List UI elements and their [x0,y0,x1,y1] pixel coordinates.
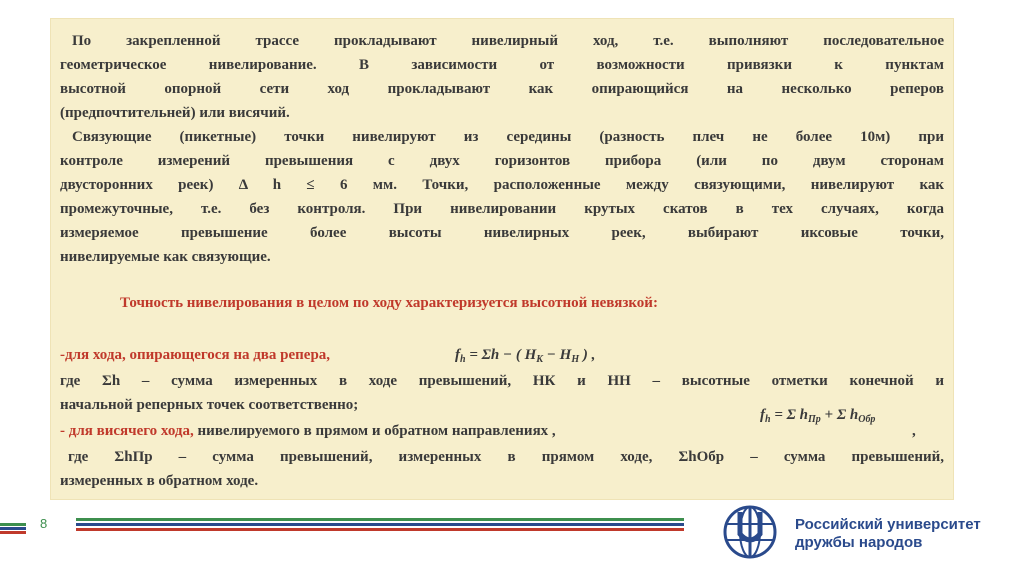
footer-stripe-green-left [0,523,26,526]
case1-label: -для хода, опирающегося на два репера, [60,347,331,363]
paragraph2-line2: контроле измерений превышения с двух горизонтов прибора (или по двум сторонам [60,153,944,169]
university-name-line1: Российский университет [795,516,981,533]
paragraph1-line3: высотной опорной сети ход прокладывают как опирающийся на несколько реперов [60,81,944,97]
case2-explain-line1: где ΣhПр – сумма превышений, измеренных в прямом ходе, ΣhОбр – сумма превышений, [68,449,944,465]
footer-stripe-blue [76,523,684,526]
footer-stripe-green [76,518,684,521]
university-name-line2: дружбы народов [795,534,923,551]
formula1: $f_h = \Sigma h$ − ( $H_К - H_Н$ ) , [455,347,596,365]
case1-explain-line2: начальной реперных точек соответственно; [60,397,359,413]
university-logo-icon [722,504,778,560]
footer-stripe-red-left [0,531,26,534]
footer-stripe-blue-left [0,527,26,530]
accuracy-heading: Точность нивелирования в целом по ходу характеризуется высотной невязкой: [120,295,658,311]
paragraph1-line4: (предпочтительней) или висячий. [60,105,290,121]
case2-rest: нивелируемого в прямом и обратном направлениях , [193,423,556,439]
footer-stripe-red [76,528,684,531]
case2-comma: , [912,423,916,439]
paragraph2-line5: измеряемое превышение более высоты нивелирных реек, выбирают иксовые точки, [60,225,944,241]
paragraph2-line3: двусторонних реек) Δ h ≤ 6 мм. Точки, расположенные между связующими, нивелируют как [60,177,944,193]
slide-number: 8 [40,516,48,531]
case2-label: - для висячего хода, [60,423,194,439]
paragraph1-line2: геометрическое нивелирование. В зависимости от возможности привязки к пунктам [60,57,944,73]
case2-explain-line2: измеренных в обратном ходе. [60,473,259,489]
paragraph2-line4: промежуточные, т.е. без контроля. При нивелировании крутых скатов в тех случаях, когда [60,201,944,217]
case2-line [60,420,556,442]
paragraph2-line1: Связующие (пикетные) точки нивелируют из середины (разность плеч не более 10м) при [72,129,944,145]
case1-explain-line1: где Σh – сумма измеренных в ходе превышений, НК и НН – высотные отметки конечной и [60,373,944,389]
formula2: $f_h = \Sigma$ $h_{Пр} + \Sigma$ $h_{Обр}$ [760,407,876,425]
paragraph1-line1: По закрепленной трассе прокладывают нивелирный ход, т.е. выполняют последовательное [72,33,944,49]
paragraph2-line6: нивелируемые как связующие. [60,249,271,265]
